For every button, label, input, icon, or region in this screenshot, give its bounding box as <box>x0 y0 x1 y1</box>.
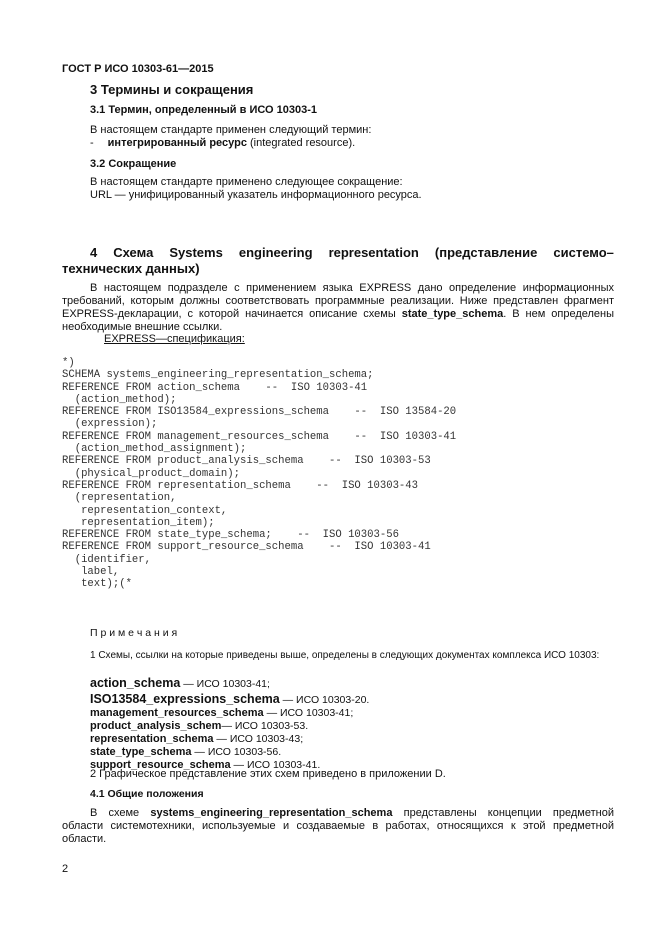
title-word: engineering <box>238 245 313 260</box>
schema-name: ISO13584_expressions_schema <box>90 692 280 706</box>
schema-name: management_resources_schema <box>90 707 264 719</box>
schema-ref: — ИСО 10303-41; <box>263 707 354 719</box>
title-word: Systems <box>169 245 223 260</box>
note-2: 2 Графическое представление этих схем приведено в приложении D. <box>90 768 446 780</box>
code-line: REFERENCE FROM action_schema -- ISO 10303-41 <box>62 381 368 394</box>
section-4-1-paragraph <box>62 807 614 846</box>
title-word: 4 <box>90 245 98 260</box>
schema-ref: — ИСО 10303-41; <box>180 678 270 690</box>
code-line: REFERENCE FROM support_resource_schema -- ISO 10303-41 <box>62 541 431 554</box>
section-4-title-line1 <box>90 245 614 261</box>
section-3-1-title: 3.1 Термин, определенный в ИСО 10303-1 <box>90 104 318 116</box>
schema-item <box>90 746 369 759</box>
code-line: (action_method); <box>62 393 177 406</box>
code-line: *) <box>62 357 75 369</box>
section-4-1-text-post: представлены концепции предметной области системотехники, используемые и создаваемые в работах, относящихся к этой предметной области. <box>62 807 614 845</box>
abbreviation-url: URL — унифицированный указатель информационного ресурса. <box>90 189 422 201</box>
schema-item <box>90 692 369 707</box>
title-word: системо– <box>553 245 614 260</box>
para-text: В настоящем подразделе с применением языка EXPRESS дано определение информационных требований, которым должны соответствовать программные реализации. Ниже представлен фрагмент EXPRESS-декларации, с которой начинается описание схемы <box>62 282 614 320</box>
code-line: (identifier, <box>62 553 152 566</box>
schema-list <box>90 676 369 772</box>
schema-item <box>90 676 369 692</box>
schema-name: support_resource_schema <box>90 759 231 771</box>
section-4-title-line2: технических данных) <box>62 261 200 276</box>
code-line: REFERENCE FROM management_resources_schema -- ISO 10303-41 <box>62 430 457 443</box>
code-line: representation_context, <box>62 504 228 517</box>
schema-name: representation_schema <box>90 733 214 745</box>
express-spec-label: EXPRESS—спецификация: <box>104 333 245 345</box>
schema-item <box>90 720 369 733</box>
schema-name: state_type_schema <box>90 746 192 758</box>
title-word: representation <box>328 245 419 260</box>
schema-item <box>90 733 369 746</box>
para-bold-schema: state_type_schema <box>401 308 504 320</box>
code-line: (representation, <box>62 492 177 505</box>
code-line: REFERENCE FROM product_analysis_schema -- ISO 10303-53 <box>62 455 431 468</box>
section-3-2-text: В настоящем стандарте применено следующее сокращение: <box>90 176 403 188</box>
section-4-paragraph <box>62 282 614 334</box>
term-bold: интегрированный ресурс <box>107 137 247 149</box>
schema-ref: — ИСО 10303-20. <box>279 694 370 706</box>
notes-title: П р и м е ч а н и я <box>90 627 178 639</box>
section-3-2-title: 3.2 Сокращение <box>90 158 177 170</box>
document-code: ГОСТ Р ИСО 10303-61—2015 <box>62 63 214 75</box>
note-1: 1 Схемы, ссылки на которые приведены выше, определены в следующих документах комплекса ИСО 10303: <box>90 650 600 661</box>
term-line <box>90 137 355 150</box>
section-4-1-schema-bold: systems_engineering_representation_schema <box>150 807 393 819</box>
schema-ref: — ИСО 10303-56. <box>191 746 282 758</box>
code-line: REFERENCE FROM representation_schema -- ISO 10303-43 <box>62 479 419 492</box>
code-line: REFERENCE FROM ISO13584_expressions_schema -- ISO 13584-20 <box>62 406 457 419</box>
para-tail: . В нем определены необходимые внешние ссылки. <box>62 308 615 333</box>
code-line: text);(* <box>62 578 132 591</box>
section-3-1-text: В настоящем стандарте применен следующий термин: <box>90 124 372 136</box>
schema-ref: — ИСО 10303-41. <box>230 759 321 771</box>
section-4-1-title: 4.1 Общие положения <box>90 788 204 800</box>
schema-ref: — ИСО 10303-53. <box>221 720 309 732</box>
schema-item <box>90 707 369 720</box>
title-word: Схема <box>113 245 154 260</box>
code-line: representation_item); <box>62 516 215 529</box>
code-line: (expression); <box>62 418 158 431</box>
schema-name: action_schema <box>90 676 181 690</box>
page-number: 2 <box>62 863 69 875</box>
term-rest: (integrated resource). <box>246 137 356 149</box>
section-3-title: 3 Термины и сокращения <box>90 82 254 97</box>
term-dash: - <box>90 137 94 149</box>
code-line: (physical_product_domain); <box>62 467 241 480</box>
schema-name: product_analysis_schem <box>90 720 222 732</box>
express-code-block <box>62 357 456 591</box>
code-line: SCHEMA systems_engineering_representation_schema; <box>62 369 374 382</box>
section-4-1-text-pre: В схеме <box>90 807 151 819</box>
code-line: label, <box>62 566 120 579</box>
schema-ref: — ИСО 10303-43; <box>213 733 304 745</box>
code-line: (action_method_assignment); <box>62 443 247 456</box>
code-line: REFERENCE FROM state_type_schema; -- ISO 10303-56 <box>62 529 399 542</box>
title-word: (представление <box>434 245 538 260</box>
